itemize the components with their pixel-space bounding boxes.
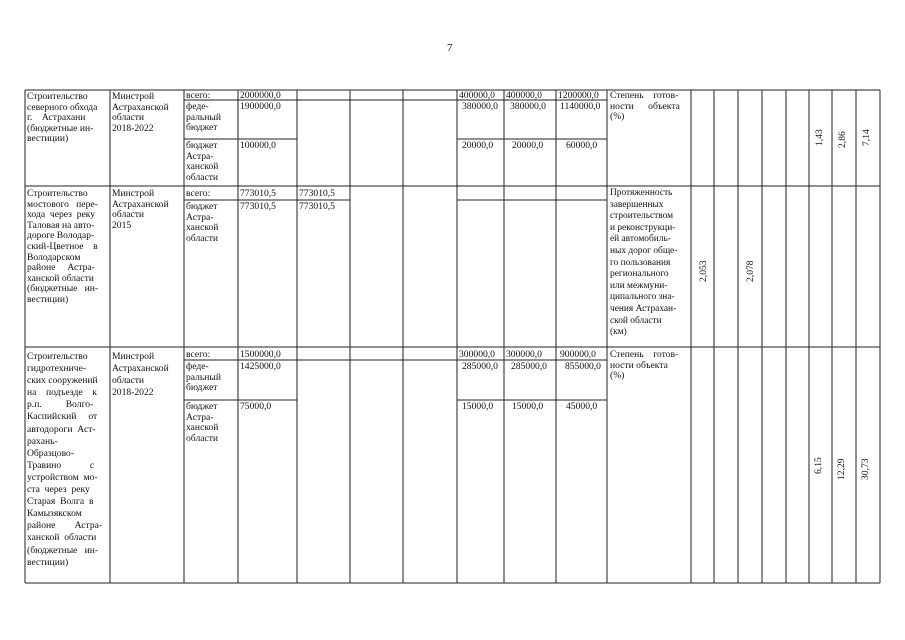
executor: Минстрой Астраханской области 2018-2022 <box>112 351 169 399</box>
value-year: 60000,0 <box>566 140 598 151</box>
value-year: 15000,0 <box>512 401 544 412</box>
value-total: 773010,5 <box>240 188 276 199</box>
value-year: 380000,0 <box>462 101 498 112</box>
value-year: 300000,0 <box>506 349 542 360</box>
value-total: 1425000,0 <box>240 361 281 372</box>
source-label: всего: <box>186 90 211 101</box>
object-name: Строительство мостового пере- хода через реку Таловая на авто- дороге Володар- ский-Цветное в Володарском районе Астра- ханской области (бюджетные ин- вестиции) <box>27 188 99 305</box>
value-total: 100000,0 <box>240 140 276 151</box>
value-year: 773010,5 <box>299 201 335 212</box>
value-year: 45000,0 <box>566 401 598 412</box>
value-year: 300000,0 <box>459 349 495 360</box>
indicator-value: 30,73 <box>860 458 871 480</box>
value-year: 1200000,0 <box>558 90 599 101</box>
source-label: всего: <box>186 349 211 360</box>
source-label: бюджет Астра- ханской области <box>186 401 219 444</box>
value-year: 400000,0 <box>506 90 542 101</box>
indicator-value: 7,14 <box>861 129 872 146</box>
indicator-value: 12,29 <box>836 458 847 480</box>
value-total: 773010,5 <box>240 201 276 212</box>
value-year: 15000,0 <box>462 401 494 412</box>
value-year: 900000,0 <box>560 349 596 360</box>
executor: Минстрой Астраханской области 2018-2022 <box>112 91 169 134</box>
value-year: 285000,0 <box>462 361 498 372</box>
page-number: 7 <box>447 42 453 54</box>
value-year: 855000,0 <box>565 361 601 372</box>
value-year: 380000,0 <box>510 101 546 112</box>
indicator-value: 2,053 <box>698 260 709 282</box>
indicator-name: Степень готов- ности объекта (%) <box>610 90 680 123</box>
value-total: 2000000,0 <box>240 90 281 101</box>
value-year: 20000,0 <box>462 140 494 151</box>
value-year: 285000,0 <box>511 361 547 372</box>
executor: Минстрой Астраханской области 2015 <box>112 188 169 231</box>
value-total: 75000,0 <box>240 401 272 412</box>
object-name: Строительство северного обхода г. Астрахани (бюджетные ин- вестиции) <box>27 91 98 145</box>
source-label: бюджет Астра- ханской области <box>186 140 219 183</box>
value-year: 400000,0 <box>459 90 495 101</box>
indicator-value: 6,15 <box>813 457 824 474</box>
value-year: 20000,0 <box>512 140 544 151</box>
indicator-value: 1,43 <box>814 129 825 146</box>
source-label: феде- ральный бюджет <box>186 101 222 134</box>
indicator-value: 2,86 <box>837 131 848 148</box>
indicator-name: Протяженность завершенных строительством и реконструкци- ей автомобиль- ных дорог обще- го пользования регионального или межмуни- ципального зна- чения Астрахан- ской области (км) <box>610 188 678 338</box>
source-label: феде- ральный бюджет <box>186 361 222 394</box>
object-name: Строительство гидротехниче- ских сооружений на подъезде к р.п. Волго- Каспийский от автодороги Аст- рахань- Образцово- Травино с устройством мо- ста через реку Старая Волга в Камызякском районе Астра- ханской области (бюджетные ин- вестиции) <box>27 351 103 568</box>
value-year: 773010,5 <box>299 188 335 199</box>
value-total: 1500000,0 <box>240 349 281 360</box>
value-year: 1140000,0 <box>560 101 601 112</box>
indicator-value: 2,078 <box>745 260 756 282</box>
value-total: 1900000,0 <box>240 101 281 112</box>
indicator-name: Степень готов- ности объекта (%) <box>610 349 679 382</box>
source-label: всего: <box>186 188 211 199</box>
source-label: бюджет Астра- ханской области <box>186 201 219 244</box>
